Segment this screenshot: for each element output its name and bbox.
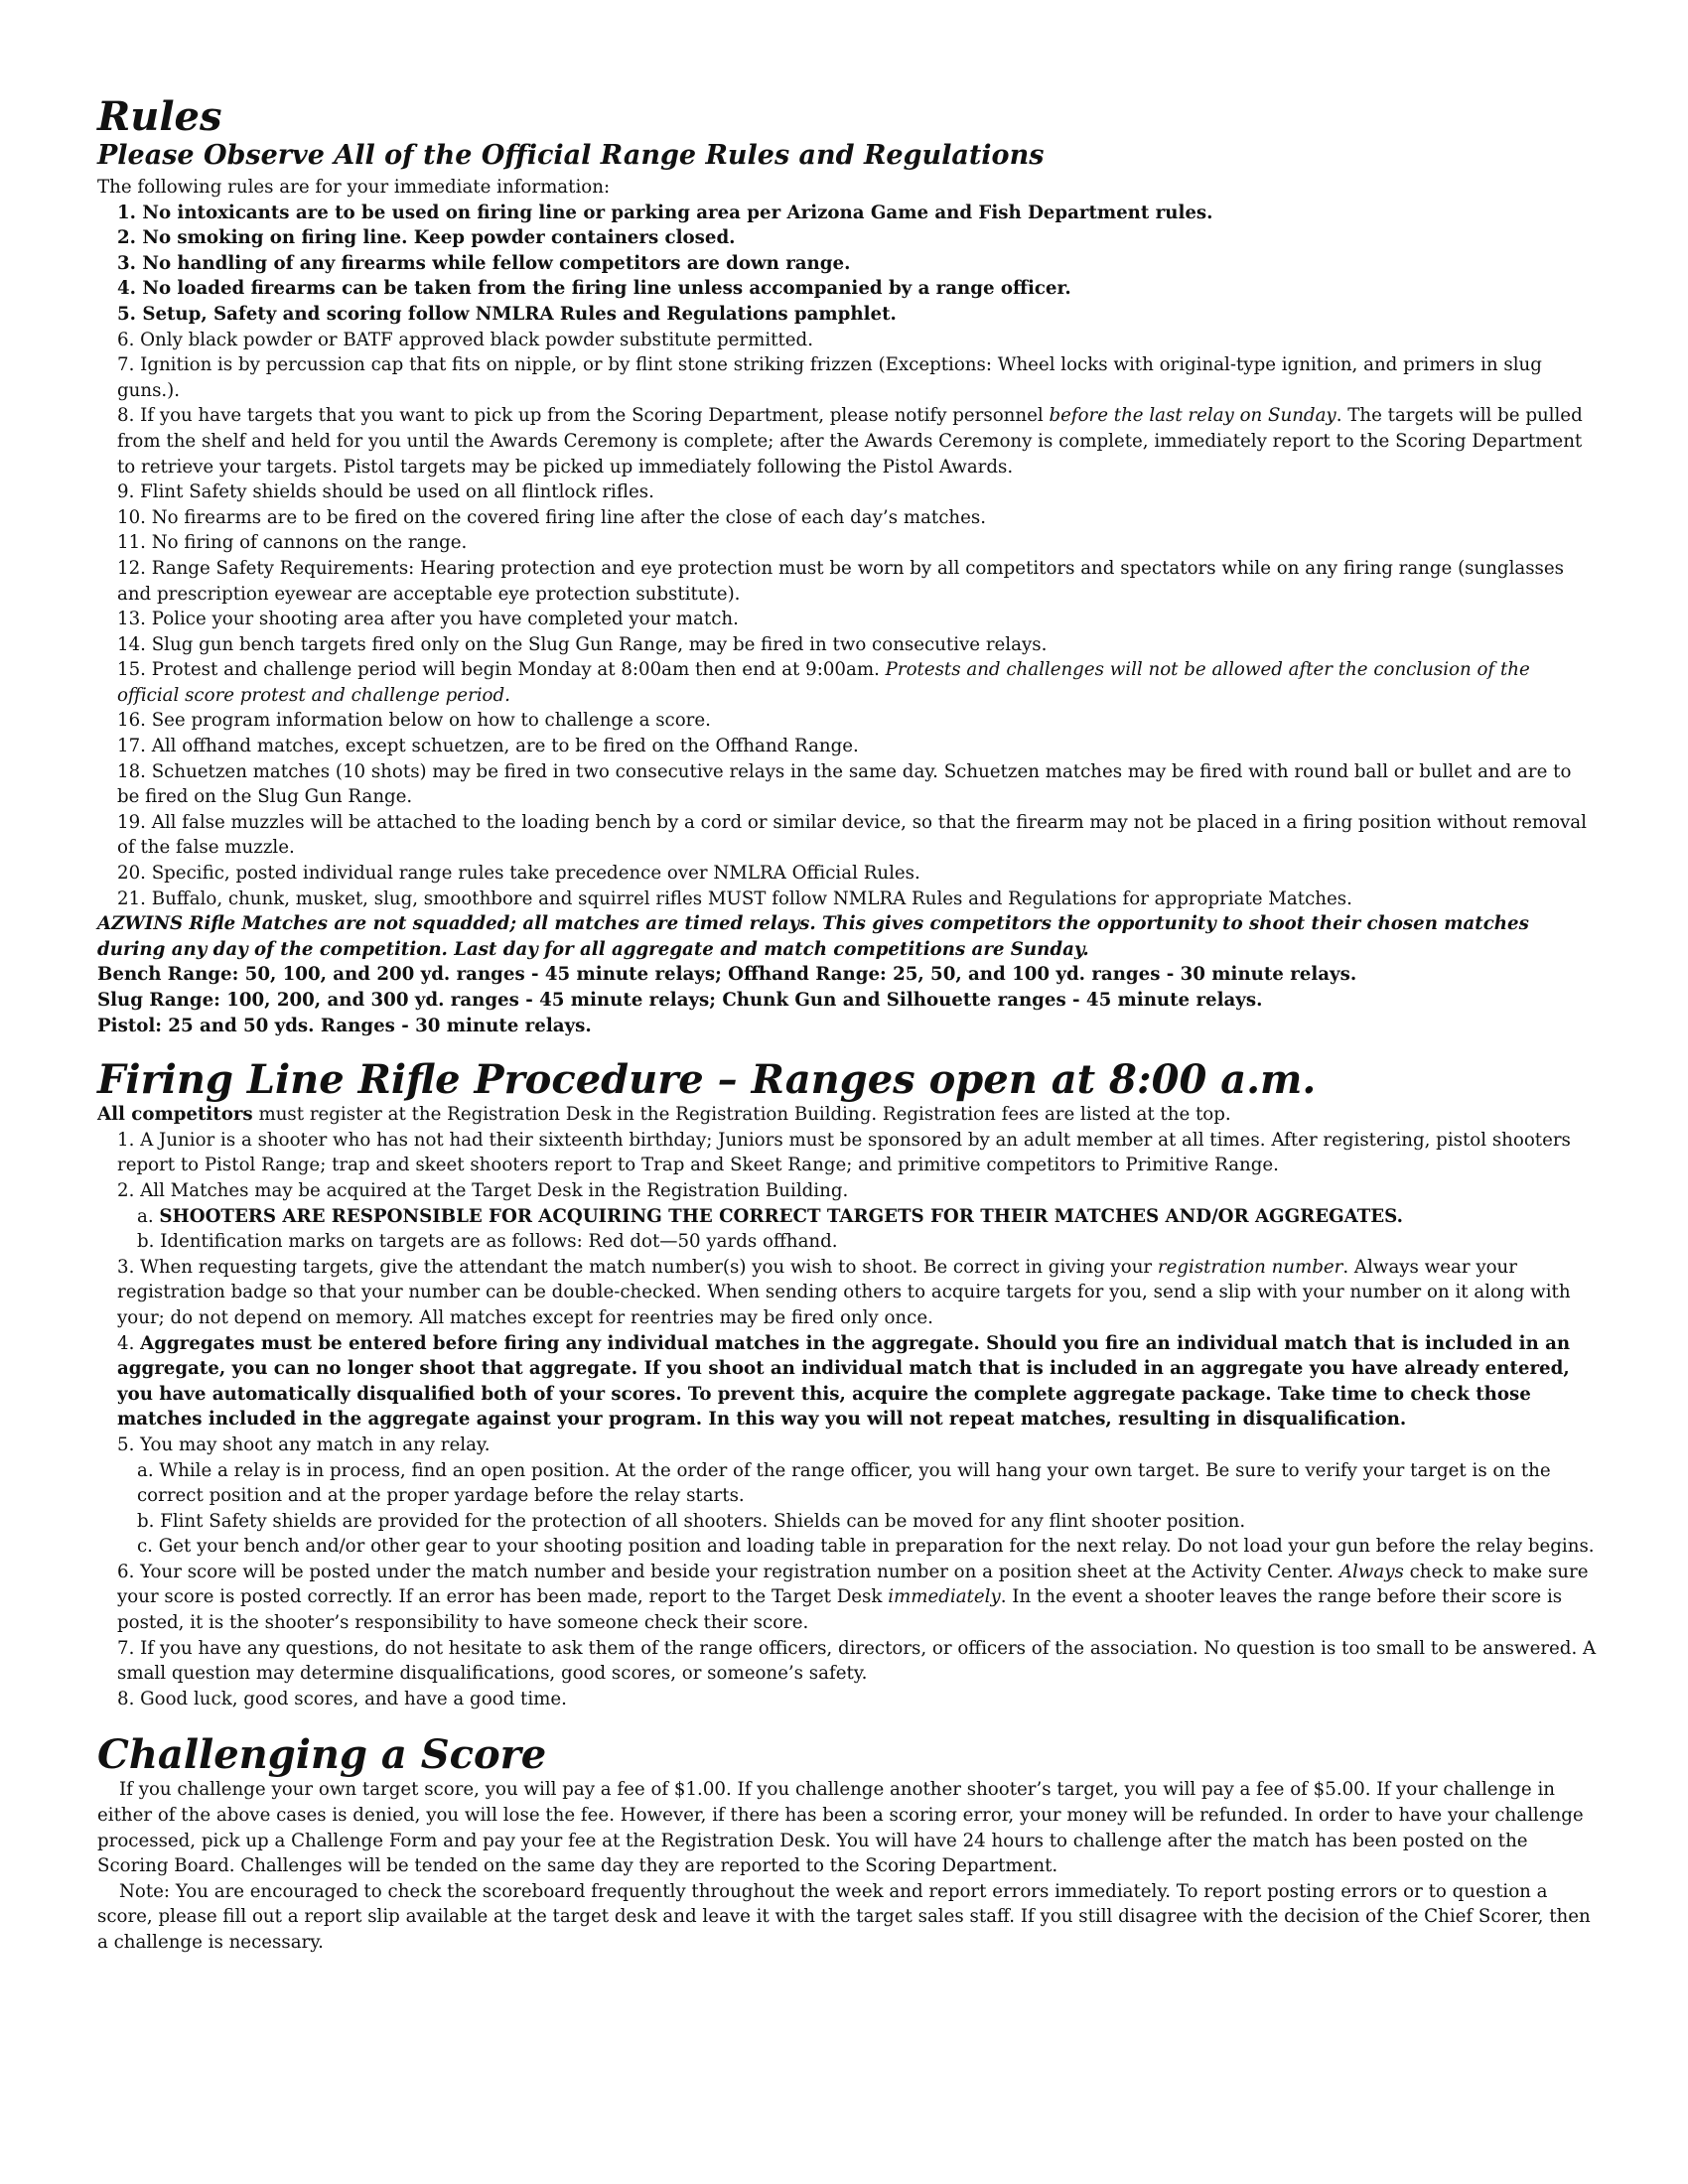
rule-8-text-c: . The targets will be pulled from the shelf and held for you until the Awards Ceremony is complete; after the Awards Ceremony is complete, immediately report to the Scoring Department to retrieve your targets. Pistol targets may be picked up immediately following the Pistol Awards. <box>117 405 1583 478</box>
rule-item-6: 6. Only black powder or BATF approved black powder substitute permitted. <box>117 329 813 350</box>
firing-step-4-text: Aggregates must be entered before firing any individual matches in the aggregate. Should you fire an individual match that is included in an aggregate, you can no longer shoot that aggregate. If you shoot an individual match that is included in an aggregate you have already entered, you have automatically disqualified both of your scores. To prevent this, acquire the complete aggregate package. Take time to check those matches included in the aggregate against your program. In this way you will not repeat matches, resulting in disqualification. <box>117 1332 1571 1431</box>
rule-item-17: 17. All offhand matches, except schuetzen, are to be fired on the Offhand Range. <box>117 736 859 757</box>
firing-intro-rest: must register at the Registration Desk in the Registration Building. Registration fees are listed at the top. <box>252 1104 1231 1126</box>
rules-intro: The following rules are for your immediate information: <box>97 177 611 198</box>
firing-intro-bold: All competitors <box>97 1104 253 1126</box>
rules-section <box>97 95 1597 1038</box>
rule-item-14: 14. Slug gun bench targets fired only on the Slug Gun Range, may be fired in two consecutive relays. <box>117 633 1048 655</box>
rule-15-text-a: 15. Protest and challenge period will begin Monday at 8:00am then end at 9:00am. <box>117 659 886 681</box>
rule-item-19: 19. All false muzzles will be attached to the loading bench by a cord or similar device, so that the firearm may not be placed in a firing position without removal of the false muzzle. <box>117 811 1587 859</box>
firing-step-2a-text: SHOOTERS ARE RESPONSIBLE FOR ACQUIRING THE CORRECT TARGETS FOR THEIR MATCHES AND/OR AGGREGATES. <box>159 1205 1403 1227</box>
rule-item-5: 5. Setup, Safety and scoring follow NMLRA Rules and Regulations pamphlet. <box>117 303 897 325</box>
firing-step-3-c: . Always wear your registration badge so that your number can be double-checked. When sending others to acquire targets for you, send a slip with your number on it along with your; do not depend on memory. All matches except for reentries may be fired only once. <box>117 1256 1571 1328</box>
rule-item-10: 10. No firearms are to be fired on the covered firing line after the close of each day’s matches. <box>117 506 986 528</box>
challenge-paragraph-1: If you challenge your own target score, you will pay a fee of $1.00. If you challenge another shooter’s target, you will pay a fee of $5.00. If your challenge in either of the above cases is denied, you will lose the fee. However, if there has been a scoring error, your money will be refunded. In order to have your challenge processed, pick up a Challenge Form and pay your fee at the Registration Desk. You will have 24 hours to challenge after the match has been posted on the Scoring Board. Challenges will be tended on the same day they are reported to the Scoring Department. <box>97 1779 1584 1877</box>
firing-heading: Firing Line Rifle Procedure – Ranges open at 8:00 a.m. <box>97 1056 1317 1104</box>
rule-item-2: 2. No smoking on firing line. Keep powder containers closed. <box>117 227 736 249</box>
range-line-bench: Bench Range: 50, 100, and 200 yd. ranges - 45 minute relays; Offhand Range: 25, 50, and 100 yd. ranges - 30 minute relays. <box>97 964 1357 986</box>
rule-15-emphasis: Protests and challenges will not be allowed after the conclusion of the official score protest and challenge period. <box>117 659 1530 706</box>
rules-list <box>97 201 1597 912</box>
rule-item-7: 7. Ignition is by percussion cap that fits on nipple, or by flint stone striking frizzen (Exceptions: Wheel locks with original-type ignition, and primers in slug guns.). <box>117 354 1542 401</box>
range-line-pistol: Pistol: 25 and 50 yds. Ranges - 30 minute relays. <box>97 1015 592 1036</box>
rule-item-4: 4. No loaded firearms can be taken from the firing line unless accompanied by a range officer. <box>117 278 1071 300</box>
firing-intro <box>97 1102 1597 1128</box>
firing-step-6-e: . In the event a shooter leaves the range before their score is posted, it is the shooter’s responsibility to have someone check their score. <box>117 1586 1563 1634</box>
rules-heading: Rules <box>97 93 222 140</box>
rule-8-emphasis: before the last relay on Sunday <box>1049 405 1336 427</box>
rule-item-18: 18. Schuetzen matches (10 shots) may be fired in two consecutive relays in the same day. Schuetzen matches may be fired with round ball or bullet and are to be fired on the Slug Gun Range. <box>117 760 1572 808</box>
azwins-note: AZWINS Rifle Matches are not squadded; all matches are timed relays. This gives competitors the opportunity to shoot their chosen matches during any day of the competition. Last day for all aggregate and match competitions are Sunday. <box>97 913 1529 960</box>
firing-step-4 <box>97 1331 1597 1433</box>
firing-step-2: 2. All Matches may be acquired at the Target Desk in the Registration Building. <box>117 1179 849 1201</box>
firing-step-1: 1. A Junior is a shooter who has not had their sixteenth birthday; Juniors must be sponsored by an adult member at all times. After registering, pistol shooters report to Pistol Range; trap and skeet shooters report to Trap and Skeet Range; and primitive competitors to Primitive Range. <box>117 1129 1571 1176</box>
firing-step-3-a: 3. When requesting targets, give the attendant the match number(s) you wish to shoot. Be correct in giving your <box>117 1256 1158 1278</box>
rules-subheading: Please Observe All of the Official Range Rules and Regulations <box>97 140 1045 171</box>
firing-step-6-c: check to make sure your score is posted correctly. If an error has been made, report to the Target Desk <box>117 1561 1589 1608</box>
firing-step-6-immediately: immediately <box>888 1586 1001 1608</box>
rule-item-13: 13. Police your shooting area after you have completed your match. <box>117 609 739 630</box>
firing-section <box>97 1058 1597 1711</box>
challenge-paragraph-2: Note: You are encouraged to check the scoreboard frequently throughout the week and report errors immediately. To report posting errors or to question a score, please fill out a report slip available at the target desk and leave it with the target sales staff. If you still disagree with the decision of the Chief Scorer, then a challenge is necessary. <box>97 1880 1591 1953</box>
firing-step-6 <box>97 1560 1597 1636</box>
firing-step-5a: a. While a relay is in process, find an open position. At the order of the range officer, you will hang your own target. Be sure to verify your target is on the correct position and at the proper yardage before the relay starts. <box>137 1459 1551 1507</box>
firing-step-5b: b. Flint Safety shields are provided for the protection of all shooters. Shields can be moved for any flint shooter position. <box>137 1510 1246 1532</box>
firing-step-7: 7. If you have any questions, do not hesitate to ask them of the range officers, directors, or officers of the association. No question is too small to be answered. A small question may determine disqualifications, good scores, or someone’s safety. <box>117 1637 1597 1685</box>
document-page <box>97 95 1597 1956</box>
rule-item-11: 11. No firing of cannons on the range. <box>117 532 468 554</box>
rule-item-9: 9. Flint Safety shields should be used on all flintlock rifles. <box>117 481 654 503</box>
challenge-heading: Challenging a Score <box>97 1731 547 1779</box>
rule-item-15 <box>117 657 1597 708</box>
firing-step-4-prefix: 4. <box>117 1332 141 1354</box>
firing-step-5c: c. Get your bench and/or other gear to your shooting position and loading table in preparation for the next relay. Do not load your gun before the relay begins. <box>137 1536 1595 1558</box>
rule-item-21: 21. Buffalo, chunk, musket, slug, smoothbore and squirrel rifles MUST follow NMLRA Rules and Regulations for appropriate Matches. <box>117 887 1352 909</box>
rule-item-16: 16. See program information below on how to challenge a score. <box>117 710 711 732</box>
firing-step-6-always: Always <box>1338 1561 1404 1582</box>
rule-item-8 <box>117 403 1597 479</box>
rule-item-12: 12. Range Safety Requirements: Hearing protection and eye protection must be worn by all competitors and spectators while on any firing range (sunglasses and prescription eyewear are acceptable eye protection substitute). <box>117 557 1564 605</box>
firing-step-2a <box>97 1204 1597 1230</box>
firing-step-6-a: 6. Your score will be posted under the match number and beside your registration number on a position sheet at the Activity Center. <box>117 1561 1339 1582</box>
firing-step-3 <box>97 1255 1597 1331</box>
firing-step-8: 8. Good luck, good scores, and have a good time. <box>117 1688 567 1709</box>
firing-step-5: 5. You may shoot any match in any relay. <box>117 1433 491 1455</box>
firing-step-3-emphasis: registration number <box>1157 1256 1343 1278</box>
rule-item-20: 20. Specific, posted individual range rules take precedence over NMLRA Official Rules. <box>117 863 920 885</box>
firing-step-2a-prefix: a. <box>137 1205 160 1227</box>
rule-item-1: 1. No intoxicants are to be used on firing line or parking area per Arizona Game and Fish Department rules. <box>117 202 1213 223</box>
firing-step-2b: b. Identification marks on targets are as follows: Red dot—50 yards offhand. <box>137 1231 838 1253</box>
range-line-slug: Slug Range: 100, 200, and 300 yd. ranges - 45 minute relays; Chunk Gun and Silhouette ranges - 45 minute relays. <box>97 990 1263 1011</box>
rule-8-text-a: 8. If you have targets that you want to pick up from the Scoring Department, please notify personnel <box>117 405 1050 427</box>
challenge-section <box>97 1733 1597 1955</box>
rule-item-3: 3. No handling of any firearms while fellow competitors are down range. <box>117 252 851 274</box>
